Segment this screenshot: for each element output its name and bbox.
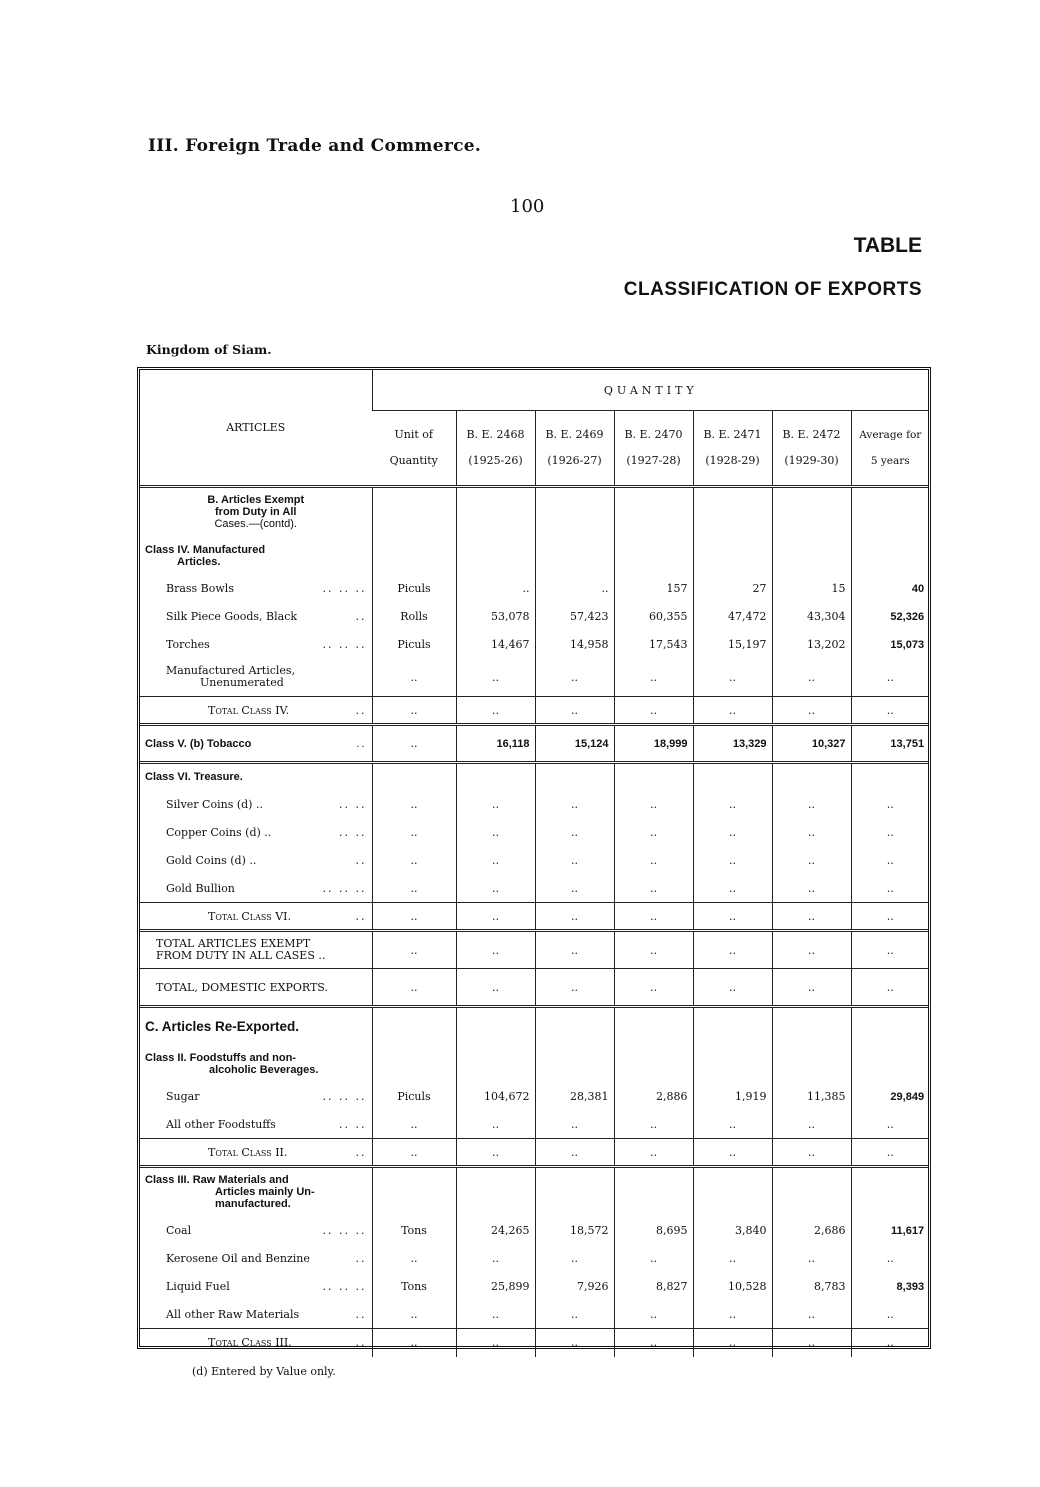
- average-cell: 40: [851, 575, 929, 603]
- value-cell: ..: [535, 1139, 614, 1167]
- table-row: [140, 659, 929, 697]
- column-header: B. E. 2470 (1927-28): [614, 411, 693, 487]
- section-b-heading: B. Articles Exempt from Duty in All Cases.—(contd).: [207, 494, 305, 531]
- value-cell: 8,695: [614, 1217, 693, 1245]
- value-cell: ..: [456, 697, 535, 725]
- value-cell: ..: [456, 575, 535, 603]
- average-cell: ..: [851, 875, 929, 903]
- average-cell: ..: [851, 697, 929, 725]
- column-header: B. E. 2471 (1928-29): [693, 411, 772, 487]
- value-cell: ..: [456, 791, 535, 819]
- class-heading-row: [140, 1167, 929, 1217]
- value-cell: ..: [614, 1245, 693, 1273]
- footnote: (d) Entered by Value only.: [192, 1365, 336, 1378]
- average-cell: 52,326: [851, 603, 929, 631]
- value-cell: ..: [456, 903, 535, 931]
- article-label: Coal .. .. ..: [166, 1224, 367, 1237]
- value-cell: ..: [456, 1329, 535, 1357]
- value-cell: ..: [535, 875, 614, 903]
- table-caption: CLASSIFICATION OF EXPORTS: [623, 279, 922, 300]
- value-cell: ..: [772, 1111, 851, 1139]
- value-cell: ..: [614, 847, 693, 875]
- article-label: Silver Coins (d) .. .. ..: [166, 798, 367, 811]
- article-label: Kerosene Oil and Benzine ..: [166, 1252, 367, 1265]
- value-cell: 28,381: [535, 1083, 614, 1111]
- value-cell: 24,265: [456, 1217, 535, 1245]
- value-cell: 14,467: [456, 631, 535, 659]
- unit-cell: ..: [372, 969, 456, 1007]
- value-cell: ..: [772, 659, 851, 697]
- value-cell: 13,329: [693, 725, 772, 763]
- value-cell: ..: [693, 1301, 772, 1329]
- average-cell: ..: [851, 1301, 929, 1329]
- total-row: [140, 697, 929, 725]
- value-cell: ..: [614, 819, 693, 847]
- unit-cell: ..: [372, 819, 456, 847]
- value-cell: 43,304: [772, 603, 851, 631]
- value-cell: 27: [693, 575, 772, 603]
- value-cell: ..: [456, 875, 535, 903]
- article-label: Silk Piece Goods, Black ..: [166, 610, 367, 623]
- value-cell: ..: [693, 697, 772, 725]
- total-row: [140, 903, 929, 931]
- articles-heading: ARTICLES: [140, 370, 372, 487]
- value-cell: ..: [456, 931, 535, 969]
- unit-cell: Rolls: [372, 603, 456, 631]
- total-label: Total Class III. ..: [140, 1329, 372, 1357]
- unit-cell: ..: [372, 903, 456, 931]
- section-row: [140, 487, 929, 537]
- value-cell: 104,672: [456, 1083, 535, 1111]
- article-label: Gold Bullion .. .. ..: [166, 881, 367, 895]
- value-cell: ..: [614, 697, 693, 725]
- value-cell: ..: [693, 875, 772, 903]
- average-cell: 11,617: [851, 1217, 929, 1245]
- value-cell: ..: [535, 1245, 614, 1273]
- table-row: [140, 847, 929, 875]
- total-row: [140, 1329, 929, 1357]
- value-cell: ..: [456, 847, 535, 875]
- unit-cell: ..: [372, 725, 456, 763]
- value-cell: 53,078: [456, 603, 535, 631]
- average-cell: 29,849: [851, 1083, 929, 1111]
- table-row: [140, 1301, 929, 1329]
- value-cell: ..: [772, 1329, 851, 1357]
- value-cell: ..: [535, 1301, 614, 1329]
- value-cell: ..: [614, 791, 693, 819]
- unit-cell: Tons: [372, 1217, 456, 1245]
- class-ii-heading: Class II. Foodstuffs and non- alcoholic Beverages.: [145, 1051, 319, 1076]
- value-cell: 18,572: [535, 1217, 614, 1245]
- exports-table: [140, 370, 929, 1357]
- unit-cell: Piculs: [372, 631, 456, 659]
- class-v-row: [140, 725, 929, 763]
- value-cell: ..: [456, 1111, 535, 1139]
- column-header: Average for 5 years: [851, 411, 929, 487]
- column-header: B. E. 2468 (1925-26): [456, 411, 535, 487]
- value-cell: ..: [535, 575, 614, 603]
- average-cell: ..: [851, 1245, 929, 1273]
- class-iii-heading: Class III. Raw Materials and Articles mainly Un- manufactured.: [145, 1174, 315, 1211]
- value-cell: ..: [693, 1245, 772, 1273]
- column-header: B. E. 2469 (1926-27): [535, 411, 614, 487]
- value-cell: 8,827: [614, 1273, 693, 1301]
- value-cell: ..: [693, 931, 772, 969]
- value-cell: ..: [772, 791, 851, 819]
- value-cell: ..: [535, 847, 614, 875]
- value-cell: 14,958: [535, 631, 614, 659]
- table-row: [140, 1245, 929, 1273]
- value-cell: ..: [614, 875, 693, 903]
- table-row: [140, 1083, 929, 1111]
- value-cell: ..: [772, 903, 851, 931]
- average-cell: ..: [851, 659, 929, 697]
- value-cell: 7,926: [535, 1273, 614, 1301]
- average-cell: ..: [851, 1139, 929, 1167]
- total-label: Total Class IV. ..: [140, 697, 372, 725]
- article-label: Copper Coins (d) .. .. ..: [166, 826, 367, 839]
- total-label: Total Class II. ..: [140, 1139, 372, 1167]
- value-cell: ..: [772, 1301, 851, 1329]
- unit-cell: ..: [372, 1111, 456, 1139]
- value-cell: ..: [772, 875, 851, 903]
- average-cell: ..: [851, 1329, 929, 1357]
- value-cell: 2,886: [614, 1083, 693, 1111]
- unit-cell: ..: [372, 875, 456, 903]
- value-cell: ..: [535, 697, 614, 725]
- table-label: TABLE: [853, 234, 922, 257]
- unit-cell: ..: [372, 1301, 456, 1329]
- total-exempt-label: TOTAL ARTICLES EXEMPT FROM DUTY IN ALL CASES ..: [140, 931, 372, 969]
- total-row: [140, 931, 929, 969]
- unit-cell: ..: [372, 1329, 456, 1357]
- table-row: [140, 603, 929, 631]
- value-cell: ..: [614, 1139, 693, 1167]
- class-v-label: Class V. (b) Tobacco ..: [140, 725, 372, 763]
- column-header: Unit of Quantity: [372, 411, 456, 487]
- value-cell: 16,118: [456, 725, 535, 763]
- value-cell: ..: [614, 659, 693, 697]
- value-cell: ..: [535, 969, 614, 1007]
- table-row: [140, 875, 929, 903]
- value-cell: 47,472: [693, 603, 772, 631]
- article-label: Brass Bowls .. .. ..: [166, 582, 367, 595]
- class-vi-heading: Class VI. Treasure.: [145, 771, 243, 784]
- total-row: [140, 1139, 929, 1167]
- class-heading-row: [140, 1045, 929, 1083]
- unit-cell: ..: [372, 1245, 456, 1273]
- unit-cell: Piculs: [372, 1083, 456, 1111]
- unit-cell: ..: [372, 931, 456, 969]
- unit-cell: Piculs: [372, 575, 456, 603]
- section-title: III. Foreign Trade and Commerce.: [148, 136, 482, 156]
- value-cell: 15,197: [693, 631, 772, 659]
- value-cell: ..: [693, 903, 772, 931]
- value-cell: ..: [614, 1329, 693, 1357]
- value-cell: 25,899: [456, 1273, 535, 1301]
- article-label: Gold Coins (d) .. ..: [166, 854, 367, 867]
- average-cell: 15,073: [851, 631, 929, 659]
- value-cell: 3,840: [693, 1217, 772, 1245]
- table-row: [140, 631, 929, 659]
- article-label: Torches .. .. ..: [166, 638, 367, 651]
- page-number: 100: [510, 196, 545, 217]
- article-label: All other Foodstuffs .. ..: [166, 1117, 367, 1131]
- column-header: B. E. 2472 (1929-30): [772, 411, 851, 487]
- value-cell: ..: [535, 1329, 614, 1357]
- value-cell: ..: [693, 969, 772, 1007]
- value-cell: ..: [456, 1301, 535, 1329]
- value-cell: 15: [772, 575, 851, 603]
- value-cell: ..: [456, 659, 535, 697]
- value-cell: 10,327: [772, 725, 851, 763]
- class-heading-row: [140, 537, 929, 575]
- value-cell: ..: [772, 819, 851, 847]
- value-cell: ..: [456, 969, 535, 1007]
- average-cell: ..: [851, 791, 929, 819]
- value-cell: 60,355: [614, 603, 693, 631]
- value-cell: ..: [693, 791, 772, 819]
- value-cell: ..: [772, 1245, 851, 1273]
- average-cell: ..: [851, 847, 929, 875]
- value-cell: ..: [772, 697, 851, 725]
- average-cell: 13,751: [851, 725, 929, 763]
- average-cell: ..: [851, 969, 929, 1007]
- value-cell: ..: [535, 903, 614, 931]
- total-label: Total Class VI. ..: [140, 903, 372, 931]
- value-cell: ..: [535, 791, 614, 819]
- value-cell: ..: [693, 1139, 772, 1167]
- article-label: Sugar .. .. ..: [166, 1090, 367, 1103]
- quantity-heading: QUANTITY: [372, 370, 929, 411]
- average-cell: ..: [851, 903, 929, 931]
- average-cell: 8,393: [851, 1273, 929, 1301]
- article-label: Manufactured Articles, Unenumerated: [166, 664, 296, 690]
- value-cell: ..: [693, 847, 772, 875]
- total-domestic-label: TOTAL, DOMESTIC EXPORTS.: [140, 969, 372, 1007]
- value-cell: ..: [456, 819, 535, 847]
- value-cell: 18,999: [614, 725, 693, 763]
- value-cell: ..: [772, 847, 851, 875]
- value-cell: ..: [535, 819, 614, 847]
- value-cell: ..: [693, 819, 772, 847]
- value-cell: 57,423: [535, 603, 614, 631]
- table-row: [140, 1273, 929, 1301]
- value-cell: 2,686: [772, 1217, 851, 1245]
- value-cell: ..: [456, 1139, 535, 1167]
- class-iv-heading: Class IV. Manufactured Articles.: [145, 543, 266, 568]
- value-cell: ..: [614, 1301, 693, 1329]
- value-cell: ..: [614, 1111, 693, 1139]
- value-cell: 13,202: [772, 631, 851, 659]
- value-cell: ..: [693, 1111, 772, 1139]
- value-cell: 157: [614, 575, 693, 603]
- total-row: [140, 969, 929, 1007]
- value-cell: ..: [535, 931, 614, 969]
- article-label: All other Raw Materials ..: [166, 1307, 367, 1321]
- value-cell: 11,385: [772, 1083, 851, 1111]
- unit-cell: ..: [372, 1139, 456, 1167]
- value-cell: ..: [693, 659, 772, 697]
- unit-cell: ..: [372, 847, 456, 875]
- value-cell: ..: [772, 969, 851, 1007]
- value-cell: ..: [772, 1139, 851, 1167]
- table-row: [140, 819, 929, 847]
- average-cell: ..: [851, 931, 929, 969]
- average-cell: ..: [851, 819, 929, 847]
- value-cell: 15,124: [535, 725, 614, 763]
- section-c-heading: C. Articles Re-Exported.: [145, 1018, 300, 1034]
- table-row: [140, 791, 929, 819]
- table-row: [140, 1111, 929, 1139]
- value-cell: ..: [535, 659, 614, 697]
- table-row: [140, 575, 929, 603]
- value-cell: ..: [535, 1111, 614, 1139]
- value-cell: ..: [456, 1245, 535, 1273]
- value-cell: ..: [614, 903, 693, 931]
- value-cell: ..: [772, 931, 851, 969]
- value-cell: 17,543: [614, 631, 693, 659]
- unit-cell: ..: [372, 697, 456, 725]
- unit-cell: ..: [372, 659, 456, 697]
- section-row: [140, 1007, 929, 1045]
- average-cell: ..: [851, 1111, 929, 1139]
- value-cell: ..: [614, 969, 693, 1007]
- unit-cell: Tons: [372, 1273, 456, 1301]
- value-cell: 1,919: [693, 1083, 772, 1111]
- table-row: [140, 1217, 929, 1245]
- unit-cell: ..: [372, 791, 456, 819]
- value-cell: 10,528: [693, 1273, 772, 1301]
- class-heading-row: [140, 763, 929, 791]
- value-cell: 8,783: [772, 1273, 851, 1301]
- value-cell: ..: [614, 931, 693, 969]
- article-label: Liquid Fuel .. .. ..: [166, 1280, 367, 1293]
- region-label: Kingdom of Siam.: [146, 342, 272, 357]
- value-cell: ..: [693, 1329, 772, 1357]
